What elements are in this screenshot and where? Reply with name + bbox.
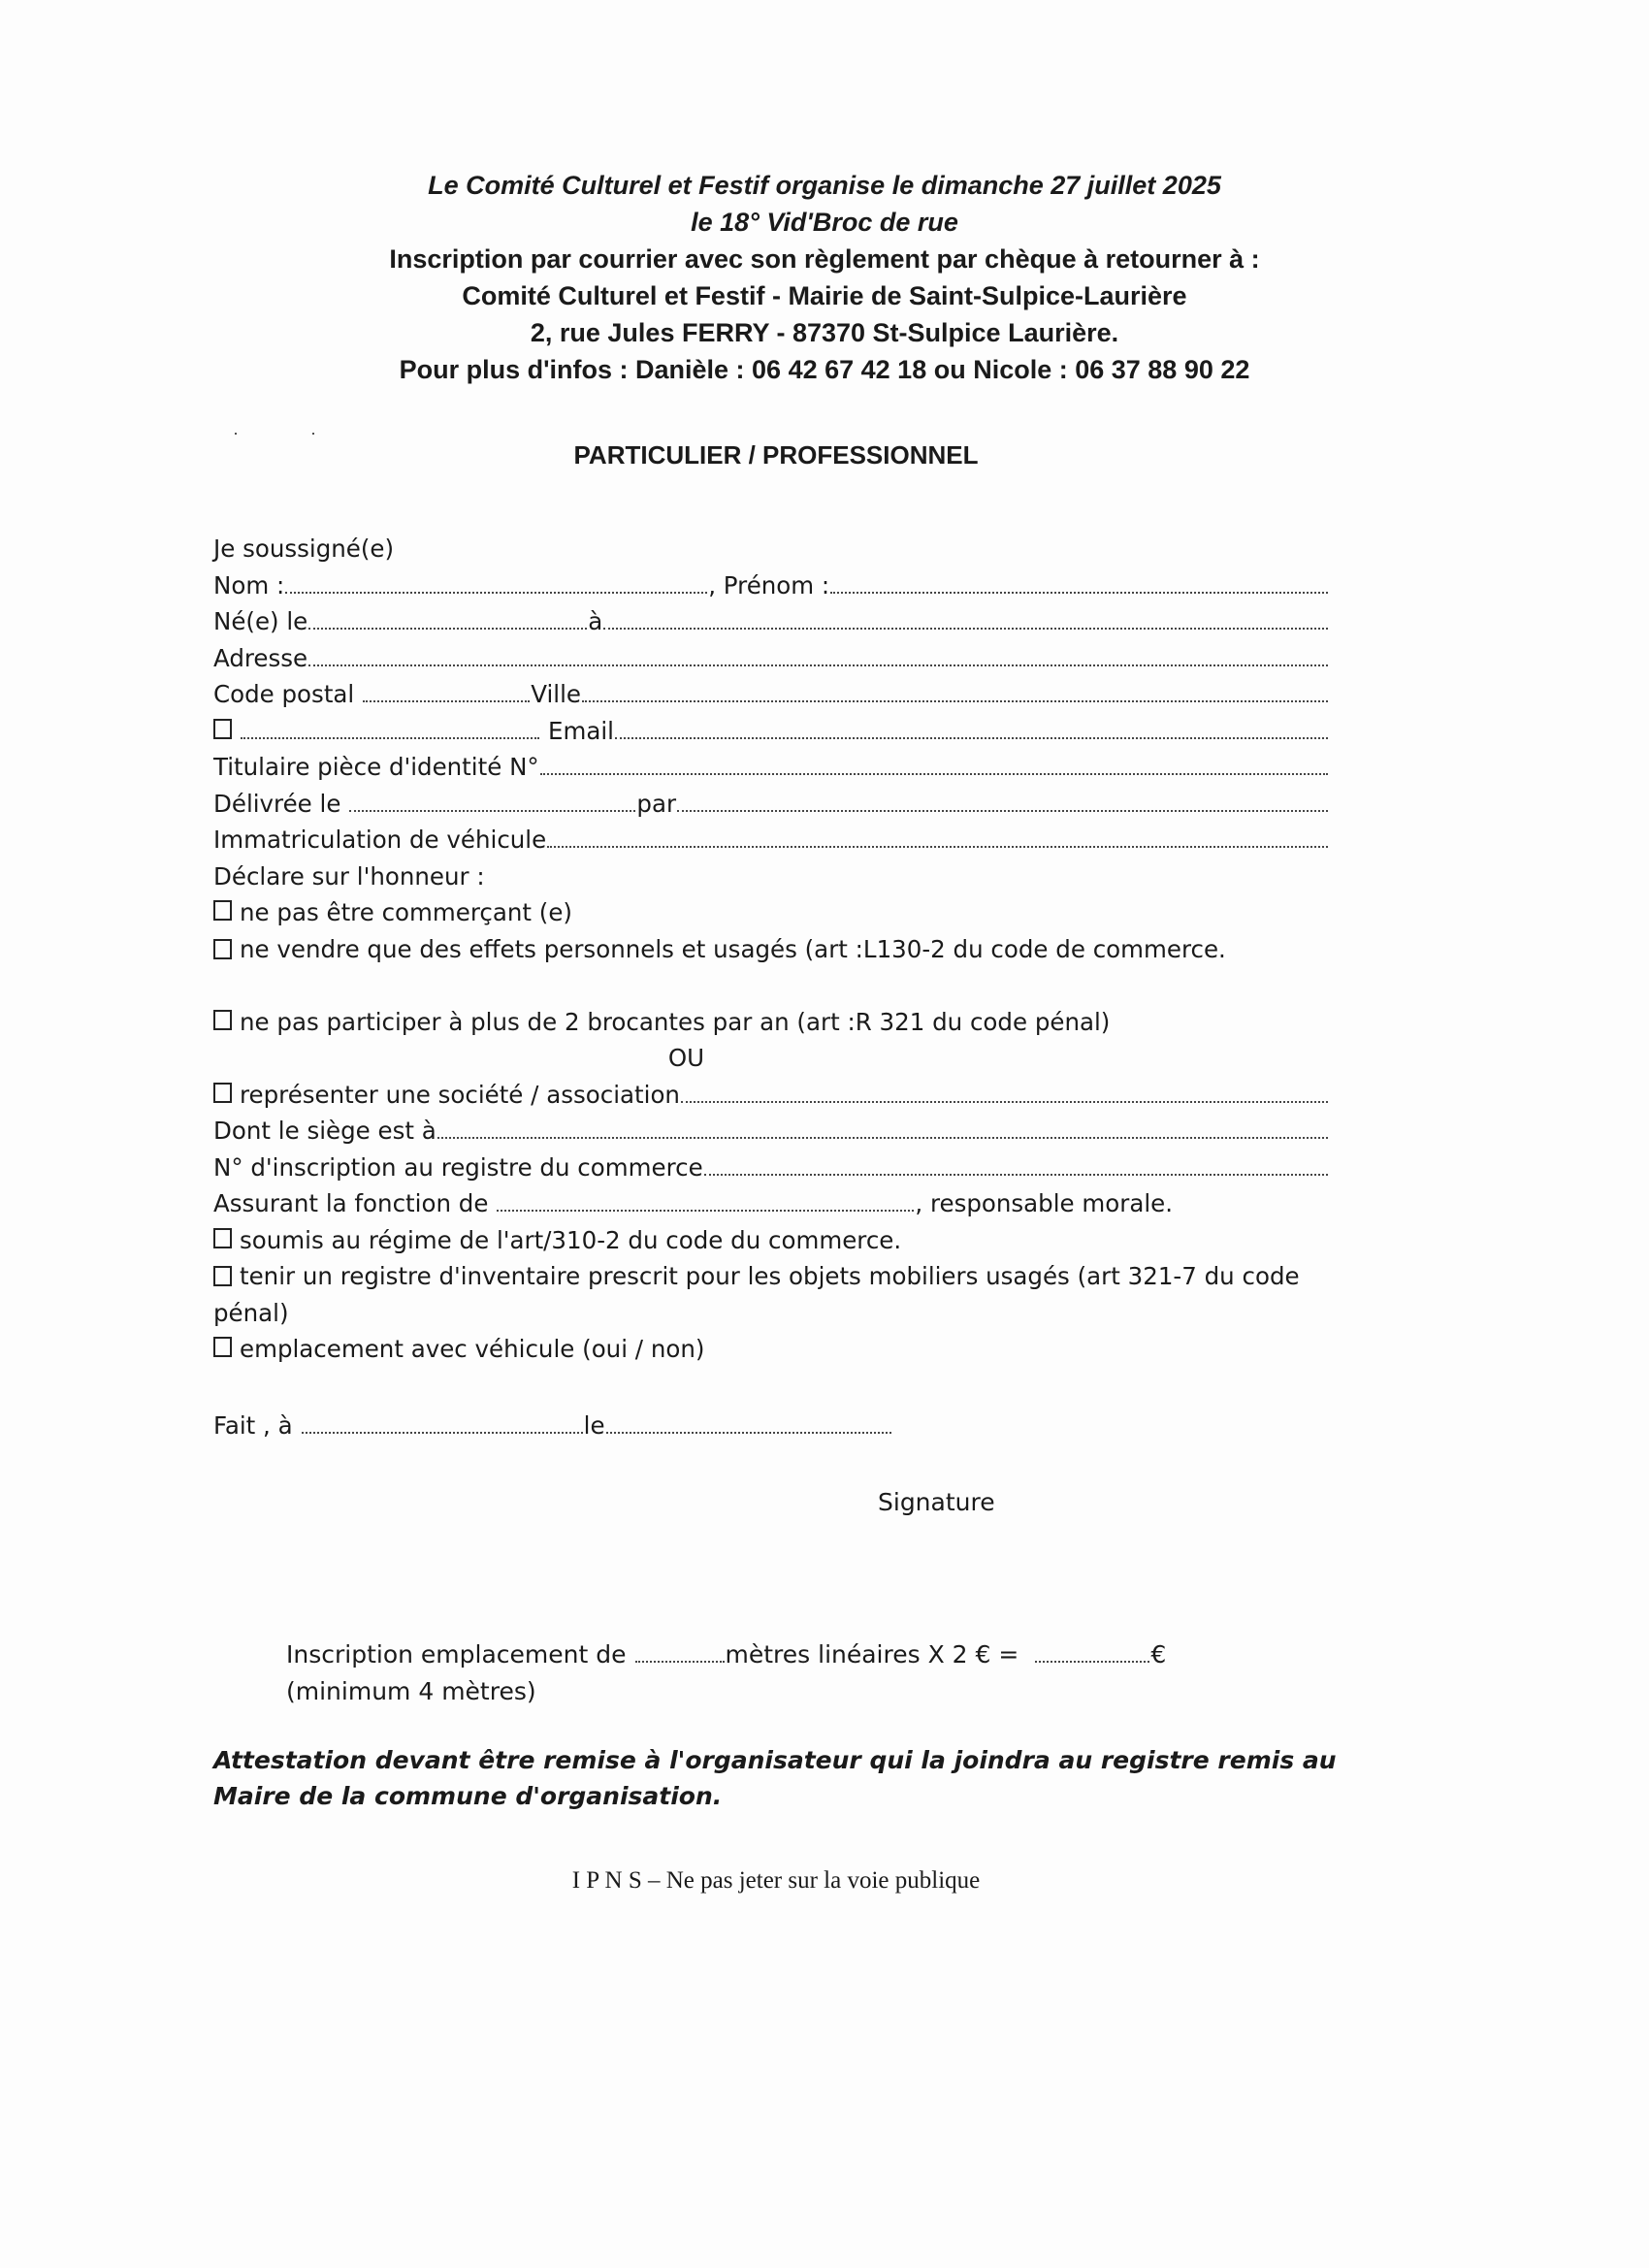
euro-symbol: € xyxy=(1150,1640,1167,1669)
birth-place-label: à xyxy=(588,607,603,635)
issued-by-field[interactable] xyxy=(677,791,1328,812)
scan-speck: · xyxy=(233,423,239,442)
pitch-prefix: Inscription emplacement de xyxy=(286,1640,627,1669)
header-instructions: Inscription par courrier avec son règlement par chèque à retourner à : xyxy=(389,244,1260,274)
registre-label: N° d'inscription au registre du commerce xyxy=(213,1152,703,1182)
email-field[interactable] xyxy=(615,718,1328,739)
form-type-heading: PARTICULIER / PROFESSIONNEL xyxy=(573,440,979,470)
pitch-registration xyxy=(286,1636,1166,1710)
or-separator xyxy=(213,1040,1329,1077)
declaration-line xyxy=(213,859,1329,895)
vehicle-plate-field[interactable] xyxy=(547,826,1328,848)
metres-field[interactable] xyxy=(635,1641,725,1663)
option-max-brocantes: ne pas participer à plus de 2 brocantes par an (art :R 321 du code pénal) xyxy=(240,1007,1111,1036)
option-line xyxy=(213,1004,1329,1041)
function-line xyxy=(213,1185,1329,1222)
checkbox[interactable] xyxy=(213,1083,232,1103)
option-line xyxy=(213,931,1329,1004)
pitch-middle: mètres linéaires X 2 € = xyxy=(725,1640,1019,1669)
scan-speck: · xyxy=(310,423,316,442)
declare-label: Déclare sur l'honneur : xyxy=(213,861,485,891)
ville-label: Ville xyxy=(531,680,581,708)
vehicle-line xyxy=(213,822,1329,859)
checkbox[interactable] xyxy=(213,1228,232,1248)
par-label: par xyxy=(636,789,677,818)
responsable-label: , responsable morale. xyxy=(915,1189,1174,1217)
nom-label: Nom : xyxy=(213,570,285,599)
company-field[interactable] xyxy=(681,1082,1328,1103)
code-postal-field[interactable] xyxy=(363,681,530,702)
registration-form xyxy=(213,531,1329,1368)
amount-field[interactable] xyxy=(1035,1641,1149,1663)
id-line xyxy=(213,749,1329,786)
ville-field[interactable] xyxy=(582,681,1328,702)
email-label: Email xyxy=(548,716,614,745)
fonction-label: Assurant la fonction de xyxy=(213,1189,489,1217)
code-postal-label: Code postal xyxy=(213,680,355,708)
le-label: le xyxy=(583,1411,605,1440)
form-intro-line xyxy=(213,531,1329,567)
option-line xyxy=(213,894,1329,931)
option-line xyxy=(213,1258,1329,1331)
id-number-field[interactable] xyxy=(540,754,1328,775)
place-date-line xyxy=(213,1411,892,1440)
option-line xyxy=(213,1222,1329,1259)
header-recipient: Comité Culturel et Festif - Mairie de Saint-Sulpice-Laurière xyxy=(462,281,1187,310)
adresse-field[interactable] xyxy=(308,645,1328,666)
option-not-trader: ne pas être commerçant (e) xyxy=(240,898,572,926)
fait-label: Fait , à xyxy=(213,1411,293,1440)
siege-label: Dont le siège est à xyxy=(213,1117,436,1145)
registry-number-field[interactable] xyxy=(704,1154,1328,1176)
pitch-line xyxy=(286,1636,1166,1673)
issued-date-field[interactable] xyxy=(349,791,635,812)
header-event-name: le 18° Vid'Broc de rue xyxy=(691,208,958,237)
adresse-label: Adresse xyxy=(213,643,308,672)
postal-line xyxy=(213,676,1329,713)
checkbox[interactable] xyxy=(213,1266,232,1286)
event-header xyxy=(0,167,1649,388)
checkbox[interactable] xyxy=(213,939,232,959)
address-line xyxy=(213,640,1329,677)
footer-ipns: I P N S – Ne pas jeter sur la voie publique xyxy=(571,1867,981,1894)
intro-label: Je soussigné(e) xyxy=(213,535,395,563)
option-personal-items: ne vendre que des effets personnels et usagés (art :L130-2 du code de commerce. xyxy=(240,934,1226,963)
headquarters-field[interactable] xyxy=(437,1118,1328,1139)
headquarters-line xyxy=(213,1113,1329,1150)
date-field[interactable] xyxy=(606,1412,891,1434)
option-line xyxy=(213,1331,1329,1368)
signature-label: Signature xyxy=(878,1488,995,1516)
nom-field[interactable] xyxy=(285,572,707,594)
phone-icon xyxy=(213,719,232,739)
issued-line xyxy=(213,786,1329,823)
phone-email-line xyxy=(213,713,1329,750)
function-field[interactable] xyxy=(497,1190,914,1212)
prenom-field[interactable] xyxy=(830,572,1328,594)
delivree-label: Délivrée le xyxy=(213,789,341,818)
birth-date-field[interactable] xyxy=(308,608,587,630)
option-company: représenter une société / association xyxy=(240,1080,680,1109)
header-title: Le Comité Culturel et Festif organise le dimanche 27 juillet 2025 xyxy=(428,171,1221,200)
titulaire-label: Titulaire pièce d'identité N° xyxy=(213,753,539,781)
option-vehicle-spot: emplacement avec véhicule (oui / non) xyxy=(240,1335,705,1363)
birth-place-field[interactable] xyxy=(603,608,1328,630)
name-line xyxy=(213,567,1329,604)
checkbox[interactable] xyxy=(213,1337,232,1357)
checkbox[interactable] xyxy=(213,1010,232,1030)
checkbox[interactable] xyxy=(213,900,232,921)
option-line xyxy=(213,1077,1329,1114)
birth-line xyxy=(213,603,1329,640)
attestation-note: Attestation devant être remise à l'organisateur qui la joindra au registre remis au Maire de la commune d'organisation. xyxy=(213,1746,1337,1810)
ne-le-label: Né(e) le xyxy=(213,607,308,635)
prenom-label: , Prénom : xyxy=(708,570,830,599)
option-inventory: tenir un registre d'inventaire prescrit pour les objets mobiliers usagés (art 321-7 du code pénal) xyxy=(213,1262,1300,1327)
registry-line xyxy=(213,1150,1329,1186)
header-contacts: Pour plus d'infos : Danièle : 06 42 67 42 18 ou Nicole : 06 37 88 90 22 xyxy=(399,355,1250,384)
ou-label: OU xyxy=(667,1044,705,1072)
header-address: 2, rue Jules FERRY - 87370 St-Sulpice Laurière. xyxy=(530,318,1119,347)
pitch-minimum: (minimum 4 mètres) xyxy=(286,1677,536,1705)
option-regime: soumis au régime de l'art/310-2 du code du commerce. xyxy=(240,1225,902,1254)
place-field[interactable] xyxy=(302,1412,583,1434)
immatriculation-label: Immatriculation de véhicule xyxy=(213,826,547,854)
phone-field[interactable] xyxy=(241,718,539,739)
